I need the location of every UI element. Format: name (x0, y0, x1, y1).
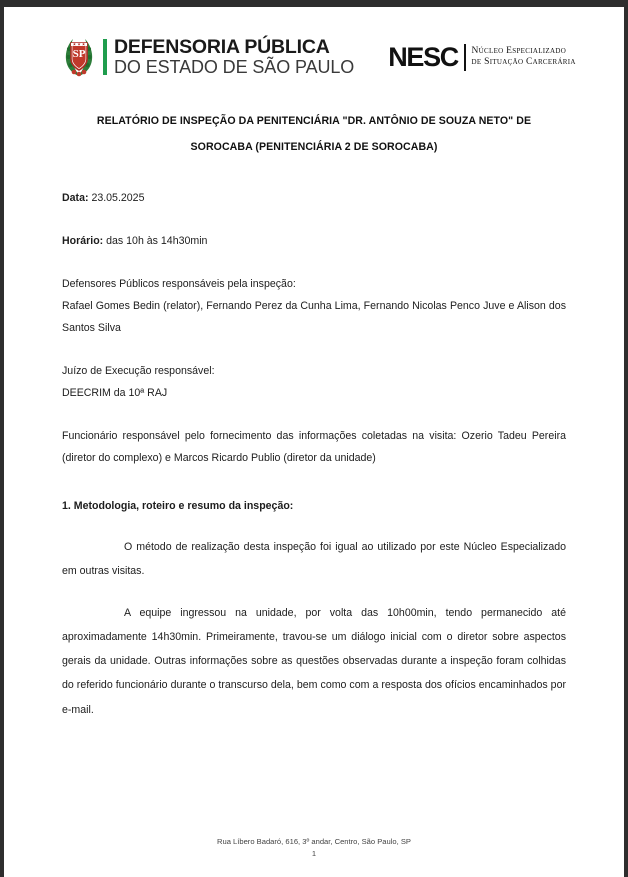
svg-text:SP: SP (72, 48, 86, 60)
nesc-logo (388, 42, 576, 73)
nesc-subtitle-line2: de Situação Carcerária (471, 57, 576, 67)
field-funcionario (62, 425, 566, 469)
nesc-subtitle (472, 46, 576, 69)
logo-divider-bar (103, 39, 107, 75)
field-data-label: Data: (62, 191, 89, 204)
section-1-heading: 1. Metodologia, roteiro e resumo da inspeção: (62, 500, 294, 513)
nesc-subtitle-line1: Núcleo Especializado (471, 45, 567, 56)
header-logo-row (62, 7, 576, 79)
field-defensores (62, 273, 566, 339)
footer-address: Rua Líbero Badaró, 616, 3º andar, Centro, São Paulo, SP (216, 837, 411, 847)
sao-paulo-crest-icon (62, 35, 96, 79)
defensoria-line2: DO ESTADO DE SÃO PAULO (114, 56, 355, 77)
field-defensores-colon: : (292, 277, 296, 290)
field-juizo-heading (62, 360, 566, 382)
field-defensores-label: Defensores Públicos responsáveis pela inspeção (62, 277, 293, 290)
document-page (4, 7, 624, 877)
nesc-divider-rule (464, 44, 466, 71)
defensoria-publica-logo (62, 35, 354, 79)
field-data (62, 187, 566, 209)
section-1-paragraph-1: O método de realização desta inspeção foi igual ao utilizado por este Núcleo Especializado em outras visitas. (62, 541, 566, 578)
section-1-paragraph-2: A equipe ingressou na unidade, por volta das 10h00min, tendo permanecido até aproximadamente 14h30min. Primeiramente, travou-se um diálogo inicial com o diretor sobre aspectos gerais da unidade. Outras informações sobre as questões observadas durante a inspeção foram colhidas do referido funcionário durante o transcurso dela, bem como com a resposta dos ofícios encaminhados por e-mail. (62, 607, 566, 716)
field-defensores-value: Rafael Gomes Bedin (relator), Fernando Perez da Cunha Lima, Fernando Nicolas Penco Juve e Alison dos Santos Silva (62, 300, 566, 335)
field-juizo-label: Juízo de Execução responsável (62, 365, 212, 378)
page-title-line1: RELATÓRIO DE INSPEÇÃO DA PENITENCIÁRIA "DR. ANTÔNIO DE SOUZA NETO" DE (96, 115, 532, 127)
field-juizo-colon: : (211, 365, 215, 378)
field-funcionario-label: Funcionário responsável pelo fornecimento das informações coletadas na visita: (62, 430, 457, 443)
page-title-line2: SOROCABA (PENITENCIÁRIA 2 DE SOROCABA) (190, 140, 438, 153)
document-body (62, 187, 566, 722)
field-data-value: 23.05.2025 (88, 191, 145, 204)
nesc-wordmark: NESC (388, 41, 459, 72)
defensoria-wordmark (114, 37, 354, 77)
field-horario (62, 230, 566, 252)
field-juizo (62, 360, 566, 404)
field-juizo-value: DEECRIM da 10ª RAJ (62, 387, 168, 400)
field-horario-label: Horário: (62, 234, 104, 247)
field-horario-value: das 10h às 14h30min (103, 234, 208, 247)
defensoria-line1: DEFENSORIA PÚBLICA (114, 36, 330, 59)
footer-page-number: 1 (311, 848, 317, 858)
field-funcionario-value: Ozerio Tadeu Pereira (diretor do complexo) e Marcos Ricardo Publio (diretor da unidade) (62, 430, 566, 465)
field-defensores-heading (62, 273, 566, 295)
page-title (62, 109, 566, 161)
svg-text:★ ★ ★: ★ ★ ★ (72, 41, 86, 47)
page-footer (4, 836, 624, 859)
